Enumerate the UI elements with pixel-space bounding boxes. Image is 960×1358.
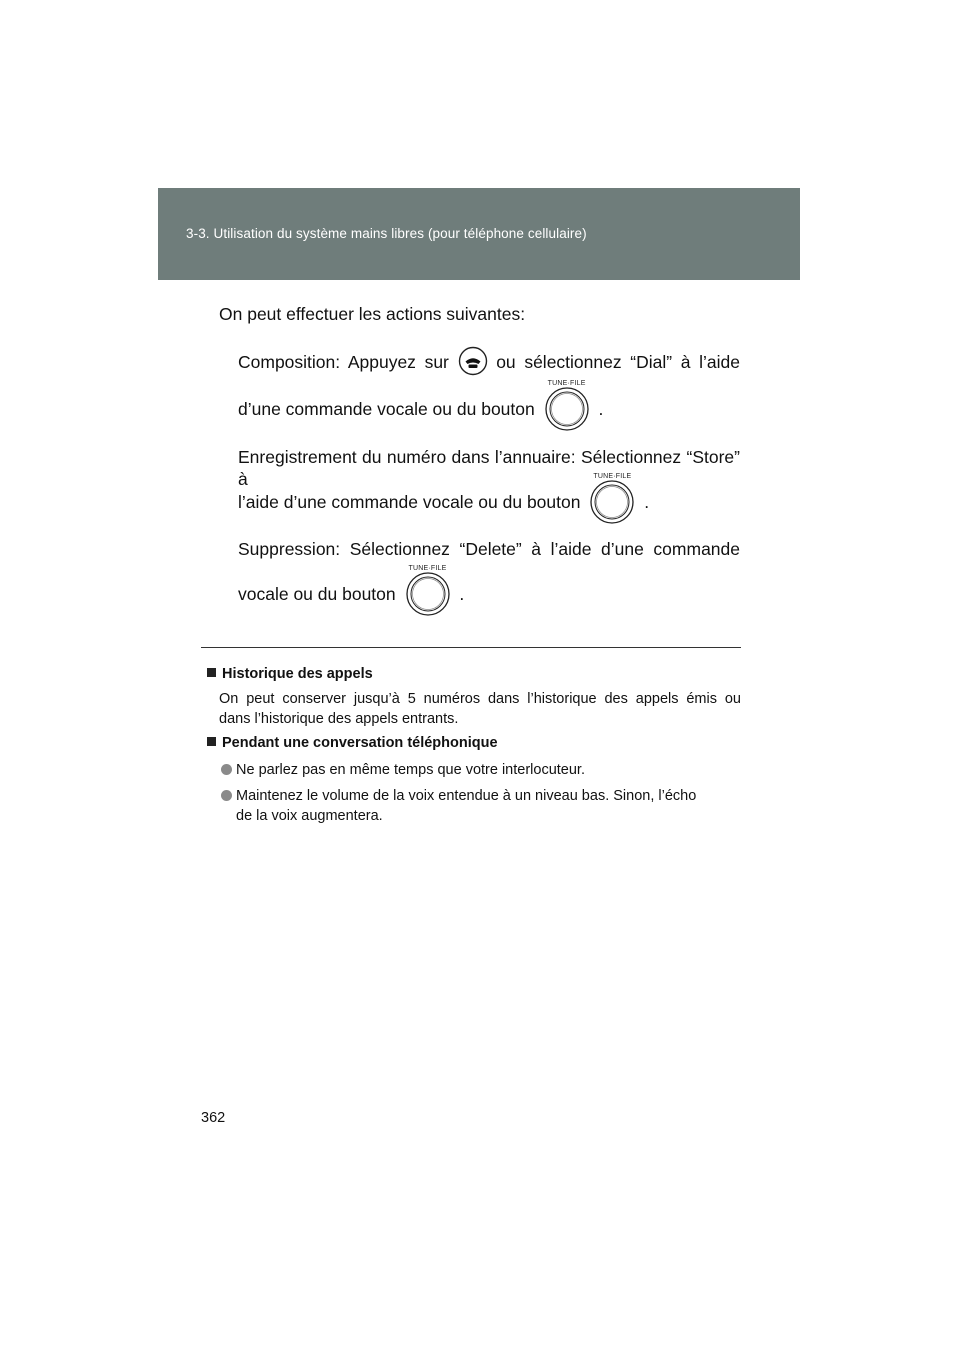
- note-title-conversation: [207, 735, 498, 751]
- section-title: 3-3. Utilisation du système mains libres (pour téléphone cellulaire): [186, 226, 587, 241]
- knob-label: TUNE·FILE: [593, 473, 632, 480]
- note-line: dans l’historique des appels entrants.: [219, 711, 459, 727]
- composition-line-2: [238, 380, 604, 432]
- composition-text-1: Composition: Appuyez sur: [238, 352, 449, 373]
- square-bullet-icon: [207, 737, 216, 746]
- knob-label: TUNE·FILE: [547, 380, 586, 387]
- bullet-item: [221, 760, 741, 780]
- section-divider: [201, 647, 741, 648]
- delete-line-1: Suppression: Sélectionnez “Delete” à l’aide d’une commande: [238, 539, 740, 559]
- section-header-band: [158, 188, 800, 280]
- note-body-call-history: [219, 689, 741, 729]
- page-number: 362: [201, 1110, 226, 1126]
- delete-line-2: [238, 565, 465, 617]
- note-line: On peut conserver jusqu’à 5 numéros dans l’historique des appels émis ou: [219, 691, 741, 707]
- knob-label: TUNE·FILE: [408, 565, 447, 572]
- delete-end: .: [459, 584, 465, 604]
- circle-bullet-icon: [221, 764, 232, 775]
- square-bullet-icon: [207, 668, 216, 677]
- note-title-call-history: [207, 666, 373, 682]
- store-line-2: [238, 473, 650, 525]
- composition-text-3: d’une commande vocale ou du bouton: [238, 399, 535, 419]
- delete-text-2: vocale ou du bouton: [238, 584, 396, 604]
- bullet-continuation: de la voix augmentera.: [236, 808, 383, 824]
- store-text-2: l’aide d’une commande vocale ou du bouton: [238, 492, 581, 512]
- store-end: .: [644, 492, 650, 512]
- bullet-text: Ne parlez pas en même temps que votre interlocuteur.: [236, 762, 585, 778]
- composition-line-1: [238, 346, 740, 381]
- composition-end: .: [598, 399, 604, 419]
- intro-text: On peut effectuer les actions suivantes:: [219, 304, 526, 324]
- store-line-1: Enregistrement du numéro dans l’annuaire: Sélectionnez “Store” à: [238, 447, 740, 489]
- circle-bullet-icon: [221, 790, 232, 801]
- tune-file-knob-icon: [544, 380, 590, 432]
- composition-text-2: ou sélectionnez “Dial” à l’aide: [496, 352, 740, 373]
- note-title-text: Historique des appels: [222, 666, 373, 682]
- tune-file-knob-icon: [405, 565, 451, 617]
- bullet-item: [221, 786, 741, 806]
- bullet-text: Maintenez le volume de la voix entendue à un niveau bas. Sinon, l’écho: [236, 788, 697, 804]
- note-title-text: Pendant une conversation téléphonique: [222, 735, 498, 751]
- tune-file-knob-icon: [589, 473, 635, 525]
- phone-icon: [458, 346, 488, 381]
